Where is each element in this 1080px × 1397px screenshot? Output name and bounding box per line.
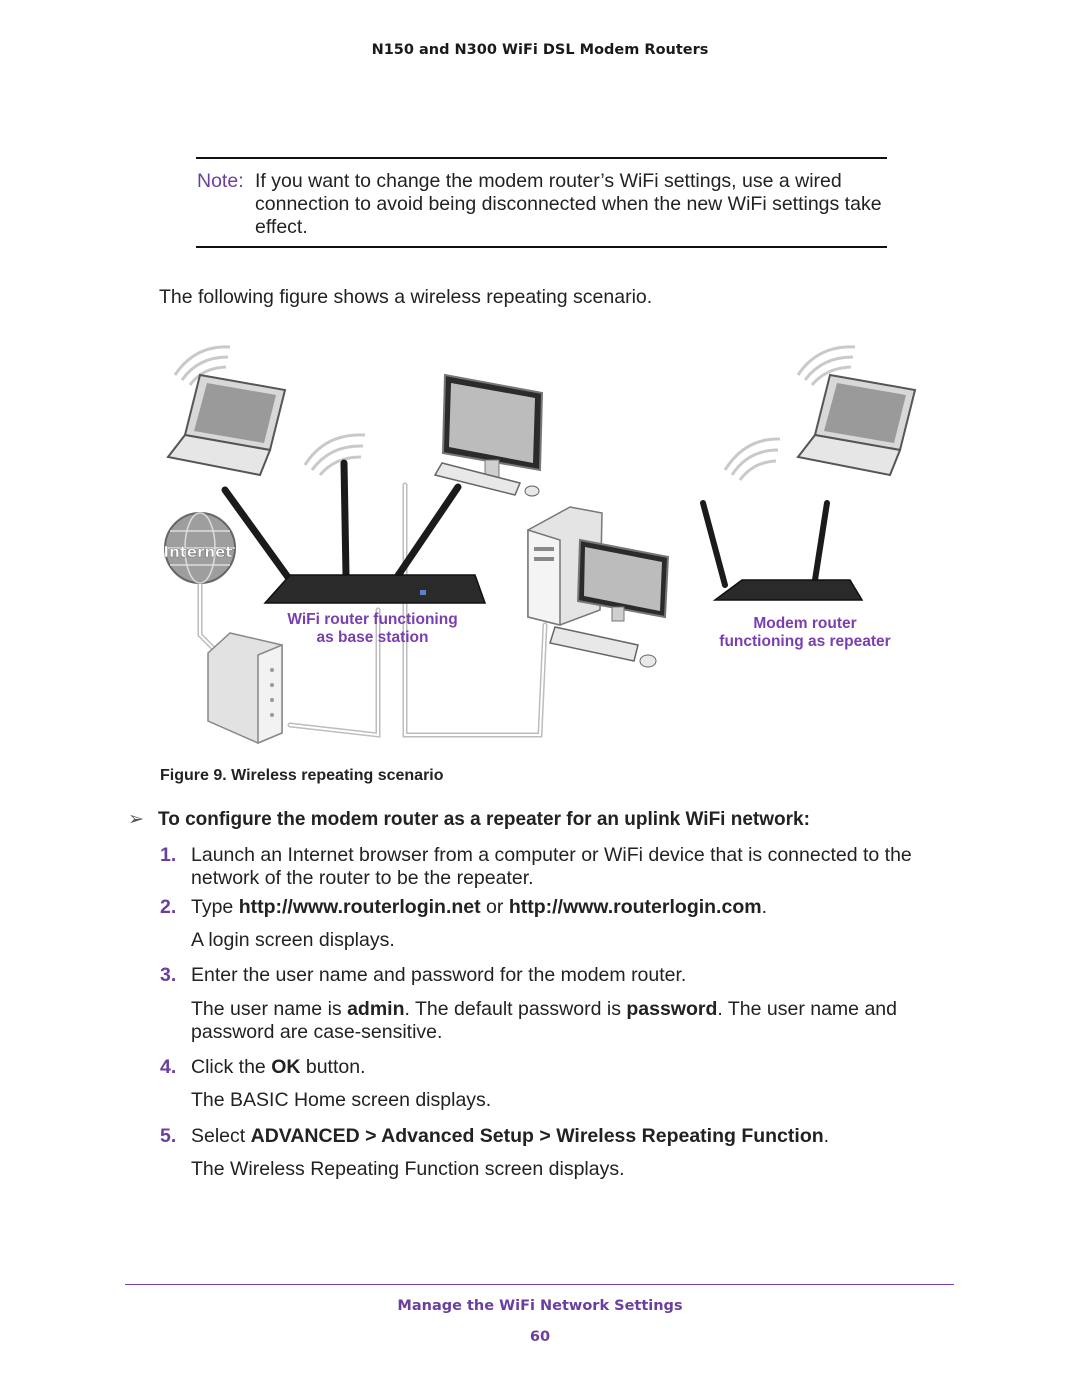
step-2-result: A login screen displays. <box>191 929 395 951</box>
laptop-left-icon <box>168 375 285 475</box>
step-5-result: The Wireless Repeating Function screen displays. <box>191 1158 625 1180</box>
base-station-router-icon <box>225 463 485 603</box>
desktop-monitor-icon <box>435 375 542 496</box>
step-1: 1. Launch an Internet browser from a computer or WiFi device that is connected to the network of the router to be the repeater. <box>160 844 912 889</box>
step-5: 5. Select ADVANCED > Advanced Setup > Wireless Repeating Function. <box>160 1125 830 1147</box>
footer-rule <box>125 1284 954 1285</box>
note-label: Note: <box>197 170 244 192</box>
intro-paragraph: The following figure shows a wireless repeating scenario. <box>159 286 653 308</box>
wireless-repeating-figure <box>150 335 930 755</box>
repeater-router-icon <box>703 503 862 600</box>
internet-globe-icon <box>163 513 235 583</box>
note-box <box>197 170 887 239</box>
figure-caption: Figure 9. Wireless repeating scenario <box>160 767 444 784</box>
page-number: 60 <box>529 1329 551 1345</box>
note-top-rule <box>196 157 887 159</box>
step-2: 2. Type http://www.routerlogin.net or http://www.routerlogin.com. <box>160 896 767 918</box>
note-text: If you want to change the modem router’s WiFi settings, use a wired connection to avoid being disconnected when the new WiFi settings take effect. <box>255 170 882 238</box>
modem-box-icon <box>208 633 282 743</box>
internet-label: Internet <box>163 543 233 561</box>
step-3-result: The user name is admin. The default password is password. The user name and password are case-sensitive. <box>191 998 897 1043</box>
repeater-label: Modem router functioning as repeater <box>719 615 891 650</box>
step-4: 4. Click the OK button. <box>160 1056 366 1078</box>
note-bottom-rule <box>196 246 887 248</box>
step-3: 3. Enter the user name and password for the modem router. <box>160 964 687 986</box>
running-header: N150 and N300 WiFi DSL Modem Routers <box>371 42 709 58</box>
laptop-right-icon <box>798 375 915 475</box>
step-4-result: The BASIC Home screen displays. <box>191 1089 492 1111</box>
arrow-icon: ➢ <box>128 809 144 830</box>
base-station-label: WiFi router functioning as base station <box>287 611 458 646</box>
url-routerlogin-com: http://www.routerlogin.com <box>508 896 762 918</box>
footer-section-title: Manage the WiFi Network Settings <box>397 1298 683 1314</box>
procedure-heading: ➢ To configure the modem router as a repeater for an uplink WiFi network: <box>128 809 810 830</box>
url-routerlogin-net: http://www.routerlogin.net <box>238 896 481 918</box>
